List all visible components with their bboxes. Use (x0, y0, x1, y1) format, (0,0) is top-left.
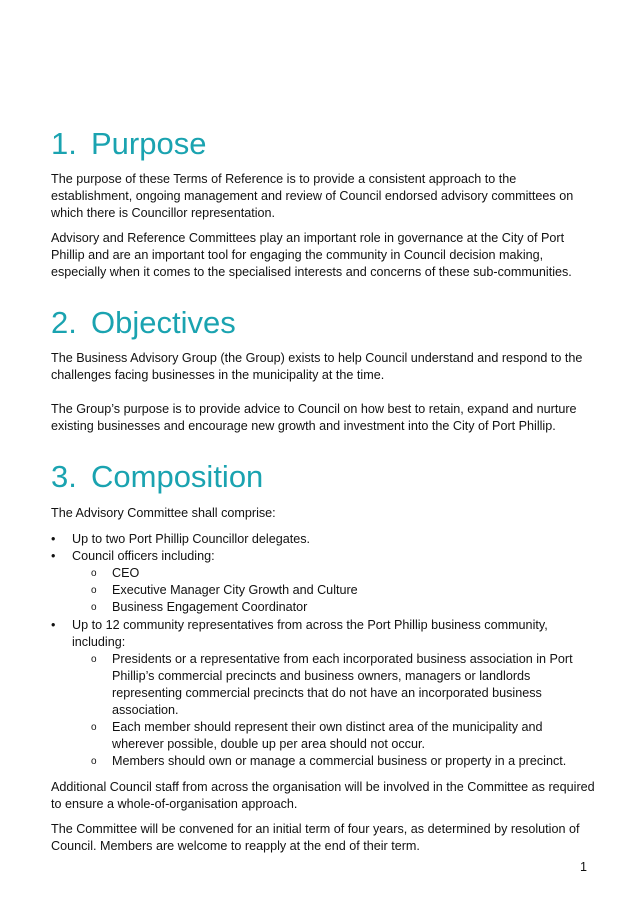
objectives-paragraph-2: The Group’s purpose is to provide advice to Council on how best to retain, expand and nurture existing businesses and encourage new growth and investment into the City of Port Phillip. (51, 402, 577, 433)
sub-bullet-icon: o (91, 585, 97, 596)
list-item-text: Up to 12 community representatives from across the Port Phillip business community, including: (72, 618, 548, 649)
heading-title: Composition (91, 459, 264, 494)
sub-bullet-icon: o (91, 722, 97, 733)
sub-list-item-text: Business Engagement Coordinator (112, 600, 308, 614)
page-number: 1 (580, 860, 588, 874)
sub-bullet-icon: o (91, 756, 97, 767)
sub-list-item-text: Executive Manager City Growth and Culture (112, 583, 358, 597)
sub-list-item-text: Members should own or manage a commercial business or property in a precinct. (112, 754, 567, 768)
bullet-icon: • (51, 549, 56, 563)
sub-list-item-text: Presidents or a representative from each incorporated business association in Port Phillip’s commercial precincts and business owners, managers or landlords representing commercial precincts that do not have an incorporated business association. (112, 652, 573, 717)
heading-number: 2. (51, 305, 77, 340)
heading-title: Purpose (91, 126, 207, 161)
composition-closing-1: Additional Council staff from across the organisation will be involved in the Committee as required to ensure a whole-of-organisation approach. (51, 780, 595, 811)
sub-bullet-icon: o (91, 568, 97, 579)
objectives-paragraph-1: The Business Advisory Group (the Group) exists to help Council understand and respond to the challenges facing businesses in the municipality at the time. (51, 351, 583, 382)
sub-bullet-icon: o (91, 602, 97, 613)
heading-objectives (51, 306, 236, 340)
sub-list-item-text: CEO (112, 566, 140, 580)
composition-intro: The Advisory Committee shall comprise: (51, 506, 276, 520)
list-item-text: Council officers including: (72, 549, 215, 563)
sub-list-item-text: Each member should represent their own distinct area of the municipality and wherever possible, double up per area should not occur. (112, 720, 543, 751)
sub-bullet-icon: o (91, 654, 97, 665)
heading-number: 1. (51, 126, 77, 161)
heading-purpose (51, 127, 206, 161)
bullet-icon: • (51, 618, 56, 632)
purpose-paragraph-2: Advisory and Reference Committees play an important role in governance at the City of Port Phillip and are an important tool for engaging the community in Council decision making, especially when it comes to the specialised interests and concerns of these sub-communities. (51, 231, 572, 279)
list-item-text: Up to two Port Phillip Councillor delegates. (72, 532, 311, 546)
heading-number: 3. (51, 459, 77, 494)
purpose-paragraph-1: The purpose of these Terms of Reference is to provide a consistent approach to the establishment, ongoing management and review of Council endorsed advisory committees on which there is Councillor representation. (51, 172, 574, 220)
bullet-icon: • (51, 532, 56, 546)
composition-closing-2: The Committee will be convened for an initial term of four years, as determined by resolution of Council. Members are welcome to reapply at the end of their term. (51, 822, 580, 853)
heading-title: Objectives (91, 305, 236, 340)
heading-composition (51, 460, 263, 494)
